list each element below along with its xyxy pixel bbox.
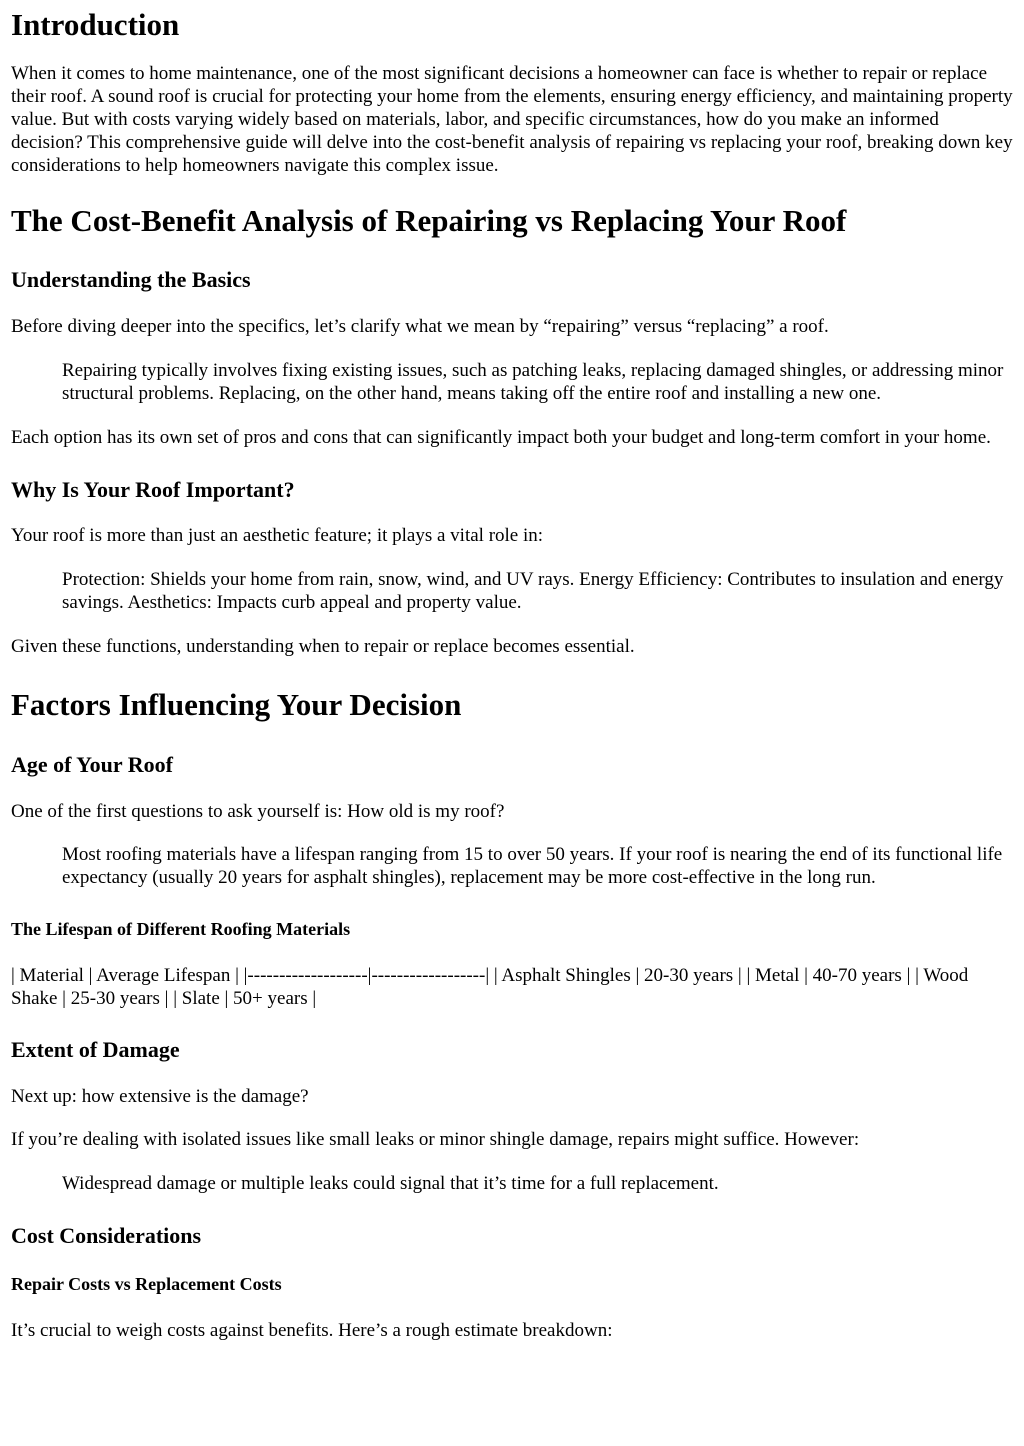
cost-paragraph: It’s crucial to weigh costs against benefits. Here’s a rough estimate breakdown:: [11, 1320, 613, 1341]
importance-paragraph-2: Given these functions, understanding when to repair or replace becomes essential.: [11, 636, 635, 657]
intro-heading: Introduction: [11, 7, 180, 42]
analysis-heading: The Cost-Benefit Analysis of Repairing vs Replacing Your Roof: [11, 203, 847, 238]
damage-paragraph-2: If you’re dealing with isolated issues like small leaks or minor shingle damage, repairs might suffice. However:: [11, 1129, 860, 1150]
damage-heading: Extent of Damage: [11, 1037, 180, 1062]
cost-heading: Cost Considerations: [11, 1223, 202, 1248]
lifespan-heading: The Lifespan of Different Roofing Materials: [11, 919, 351, 939]
importance-paragraph: Your roof is more than just an aesthetic feature; it plays a vital role in:: [11, 525, 544, 546]
cost-subheading: Repair Costs vs Replacement Costs: [11, 1274, 282, 1294]
intro-paragraph: When it comes to home maintenance, one of the most significant decisions a homeowner can face is whether to repair or replace their roof. A sound roof is crucial for protecting your home from the elements, ensuring energy efficiency, and maintaining property value. But with costs varying widely based on materials, labor, and specific circumstances, how do you make an informed decision? This comprehensive guide will delve into the cost-benefit analysis of repairing vs replacing your roof, breaking down key considerations to help homeowners navigate this complex issue.: [11, 63, 1013, 176]
age-quote: Most roofing materials have a lifespan ranging from 15 to over 50 years. If your roof is nearing the end of its functional life expectancy (usually 20 years for asphalt shingles), replacement may be more cost-effective in the long run.: [62, 844, 1003, 888]
damage-quote: Widespread damage or multiple leaks could signal that it’s time for a full replacement.: [62, 1173, 719, 1194]
basics-quote: Repairing typically involves fixing existing issues, such as patching leaks, replacing damaged shingles, or addressing minor structural problems. Replacing, on the other hand, means taking off the entire roof and installing a new one.: [62, 360, 1004, 404]
damage-paragraph: Next up: how extensive is the damage?: [11, 1086, 309, 1107]
basics-paragraph: Before diving deeper into the specifics, let’s clarify what we mean by “repairing” versus “replacing” a roof.: [11, 316, 829, 337]
age-paragraph: One of the first questions to ask yourself is: How old is my roof?: [11, 801, 505, 822]
basics-paragraph-2: Each option has its own set of pros and cons that can significantly impact both your budget and long-term comfort in your home.: [11, 427, 991, 448]
factors-heading: Factors Influencing Your Decision: [11, 687, 462, 722]
age-heading: Age of Your Roof: [11, 752, 173, 777]
importance-quote: Protection: Shields your home from rain, snow, wind, and UV rays. Energy Efficiency: Contributes to insulation and energy savings. Aesthetics: Impacts curb appeal and property value.: [62, 569, 1004, 613]
importance-heading: Why Is Your Roof Important?: [11, 477, 295, 502]
basics-heading: Understanding the Basics: [11, 267, 251, 292]
lifespan-table-text: | Material | Average Lifespan | |-------------------|------------------| | Asphalt Shingles | 20-30 years | | Metal | 40-70 years | | Wood Shake | 25-30 years | | Slate | 50+ years |: [11, 965, 969, 1009]
